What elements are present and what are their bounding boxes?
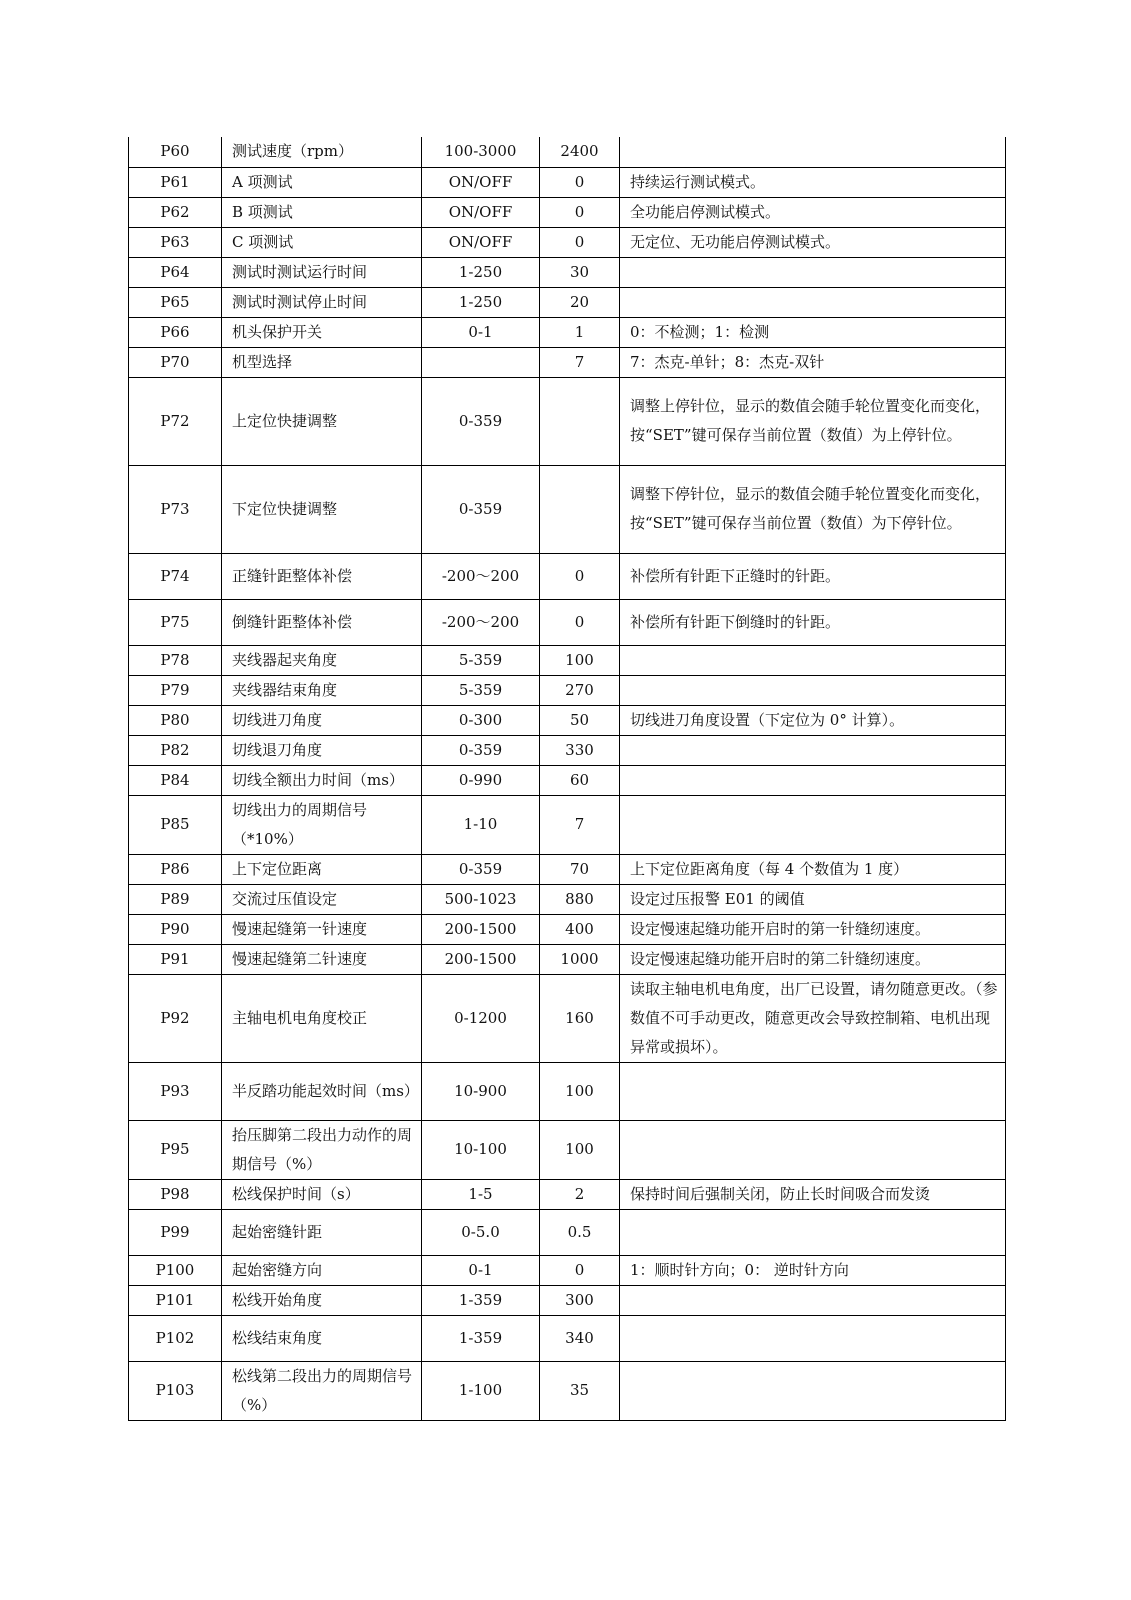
param-range-cell: ON/OFF xyxy=(422,227,540,257)
param-code-cell: P91 xyxy=(129,944,222,974)
param-code-cell: P74 xyxy=(129,553,222,599)
param-name-cell: 上下定位距离 xyxy=(222,854,422,884)
param-default-cell xyxy=(540,465,620,553)
param-description-cell: 调整上停针位，显示的数值会随手轮位置变化而变化，按“SET”键可保存当前位置（数值）为上停针位。 xyxy=(620,377,1006,465)
param-default-cell: 60 xyxy=(540,765,620,795)
param-code-cell: P82 xyxy=(129,735,222,765)
param-range-cell: ON/OFF xyxy=(422,197,540,227)
param-range-cell: 0-359 xyxy=(422,854,540,884)
param-range-cell: 100-3000 xyxy=(422,137,540,167)
param-range-cell: 10-900 xyxy=(422,1062,540,1120)
table-row xyxy=(129,317,1006,347)
param-range-cell: 1-359 xyxy=(422,1285,540,1315)
param-default-cell: 160 xyxy=(540,974,620,1062)
param-code-cell: P65 xyxy=(129,287,222,317)
param-name-cell: 倒缝针距整体补偿 xyxy=(222,599,422,645)
param-code-cell: P89 xyxy=(129,884,222,914)
param-description-cell: 设定慢速起缝功能开启时的第二针缝纫速度。 xyxy=(620,944,1006,974)
param-description-cell: 补偿所有针距下正缝时的针距。 xyxy=(620,553,1006,599)
param-code-cell: P99 xyxy=(129,1209,222,1255)
param-name-cell: 抬压脚第二段出力动作的周期信号（%） xyxy=(222,1120,422,1179)
param-range-cell: 0-359 xyxy=(422,465,540,553)
param-default-cell: 880 xyxy=(540,884,620,914)
param-range-cell: 0-1 xyxy=(422,1255,540,1285)
param-code-cell: P79 xyxy=(129,675,222,705)
table-row xyxy=(129,1255,1006,1285)
param-range-cell: 1-100 xyxy=(422,1361,540,1420)
param-description-cell xyxy=(620,645,1006,675)
table-row xyxy=(129,1120,1006,1179)
param-default-cell: 340 xyxy=(540,1315,620,1361)
param-name-cell: B 项测试 xyxy=(222,197,422,227)
param-code-cell: P61 xyxy=(129,167,222,197)
table-row xyxy=(129,257,1006,287)
param-code-cell: P100 xyxy=(129,1255,222,1285)
param-description-cell xyxy=(620,137,1006,167)
table-row xyxy=(129,854,1006,884)
param-name-cell: 切线全额出力时间（ms） xyxy=(222,765,422,795)
param-name-cell: 测试时测试运行时间 xyxy=(222,257,422,287)
param-range-cell: -200～200 xyxy=(422,599,540,645)
param-name-cell: 夹线器结束角度 xyxy=(222,675,422,705)
param-default-cell: 70 xyxy=(540,854,620,884)
param-description-cell: 保持时间后强制关闭，防止长时间吸合而发烫 xyxy=(620,1179,1006,1209)
param-code-cell: P85 xyxy=(129,795,222,854)
param-code-cell: P102 xyxy=(129,1315,222,1361)
param-description-cell xyxy=(620,795,1006,854)
param-code-cell: P103 xyxy=(129,1361,222,1420)
table-row xyxy=(129,974,1006,1062)
param-range-cell: 0-300 xyxy=(422,705,540,735)
param-name-cell: 慢速起缝第二针速度 xyxy=(222,944,422,974)
param-description-cell xyxy=(620,1361,1006,1420)
param-default-cell: 35 xyxy=(540,1361,620,1420)
param-name-cell: 主轴电机电角度校正 xyxy=(222,974,422,1062)
table-row xyxy=(129,735,1006,765)
param-default-cell: 30 xyxy=(540,257,620,287)
param-code-cell: P60 xyxy=(129,137,222,167)
param-description-cell: 7：杰克-单针；8：杰克-双针 xyxy=(620,347,1006,377)
param-description-cell: 上下定位距离角度（每 4 个数值为 1 度） xyxy=(620,854,1006,884)
param-range-cell: 10-100 xyxy=(422,1120,540,1179)
table-row xyxy=(129,287,1006,317)
param-range-cell: 1-5 xyxy=(422,1179,540,1209)
table-row xyxy=(129,227,1006,257)
param-default-cell: 2 xyxy=(540,1179,620,1209)
param-code-cell: P86 xyxy=(129,854,222,884)
param-description-cell: 设定过压报警 E01 的阈值 xyxy=(620,884,1006,914)
param-name-cell: 测试时测试停止时间 xyxy=(222,287,422,317)
param-default-cell: 100 xyxy=(540,1062,620,1120)
param-code-cell: P72 xyxy=(129,377,222,465)
param-default-cell: 270 xyxy=(540,675,620,705)
param-default-cell: 330 xyxy=(540,735,620,765)
param-description-cell: 无定位、无功能启停测试模式。 xyxy=(620,227,1006,257)
param-range-cell: 0-1200 xyxy=(422,974,540,1062)
param-code-cell: P70 xyxy=(129,347,222,377)
param-description-cell: 读取主轴电机电角度，出厂已设置，请勿随意更改。（参数值不可手动更改，随意更改会导致控制箱、电机出现异常或损坏）。 xyxy=(620,974,1006,1062)
param-code-cell: P92 xyxy=(129,974,222,1062)
param-description-cell xyxy=(620,1285,1006,1315)
table-row xyxy=(129,645,1006,675)
param-range-cell: 1-359 xyxy=(422,1315,540,1361)
param-range-cell: 0-359 xyxy=(422,377,540,465)
table-row xyxy=(129,197,1006,227)
param-range-cell xyxy=(422,347,540,377)
param-description-cell xyxy=(620,1209,1006,1255)
table-row xyxy=(129,1315,1006,1361)
param-description-cell: 设定慢速起缝功能开启时的第一针缝纫速度。 xyxy=(620,914,1006,944)
param-name-cell: 松线结束角度 xyxy=(222,1315,422,1361)
param-code-cell: P75 xyxy=(129,599,222,645)
param-name-cell: 机头保护开关 xyxy=(222,317,422,347)
param-default-cell xyxy=(540,377,620,465)
param-name-cell: 松线保护时间（s） xyxy=(222,1179,422,1209)
table-row xyxy=(129,944,1006,974)
param-description-cell xyxy=(620,765,1006,795)
parameter-table xyxy=(128,137,1006,1421)
param-name-cell: 上定位快捷调整 xyxy=(222,377,422,465)
param-name-cell: 半反踏功能起效时间（ms） xyxy=(222,1062,422,1120)
param-description-cell: 0：不检测；1：检测 xyxy=(620,317,1006,347)
table-row xyxy=(129,347,1006,377)
param-name-cell: 切线进刀角度 xyxy=(222,705,422,735)
param-range-cell: 1-10 xyxy=(422,795,540,854)
table-row xyxy=(129,465,1006,553)
param-range-cell: 200-1500 xyxy=(422,914,540,944)
param-code-cell: P78 xyxy=(129,645,222,675)
table-row xyxy=(129,914,1006,944)
param-code-cell: P66 xyxy=(129,317,222,347)
param-description-cell xyxy=(620,257,1006,287)
param-default-cell: 0 xyxy=(540,599,620,645)
table-row xyxy=(129,1361,1006,1420)
table-row xyxy=(129,675,1006,705)
param-range-cell: 500-1023 xyxy=(422,884,540,914)
param-range-cell: 5-359 xyxy=(422,645,540,675)
param-default-cell: 2400 xyxy=(540,137,620,167)
param-description-cell: 持续运行测试模式。 xyxy=(620,167,1006,197)
param-default-cell: 7 xyxy=(540,795,620,854)
param-code-cell: P62 xyxy=(129,197,222,227)
param-range-cell: 0-990 xyxy=(422,765,540,795)
param-code-cell: P84 xyxy=(129,765,222,795)
param-range-cell: 0-5.0 xyxy=(422,1209,540,1255)
param-description-cell: 切线进刀角度设置（下定位为 0° 计算）。 xyxy=(620,705,1006,735)
param-name-cell: 松线开始角度 xyxy=(222,1285,422,1315)
table-row xyxy=(129,377,1006,465)
param-description-cell xyxy=(620,1062,1006,1120)
param-default-cell: 0 xyxy=(540,553,620,599)
table-row xyxy=(129,1179,1006,1209)
param-range-cell: 1-250 xyxy=(422,287,540,317)
param-name-cell: 夹线器起夹角度 xyxy=(222,645,422,675)
table-row xyxy=(129,795,1006,854)
param-default-cell: 20 xyxy=(540,287,620,317)
param-default-cell: 0.5 xyxy=(540,1209,620,1255)
param-description-cell xyxy=(620,287,1006,317)
param-name-cell: A 项测试 xyxy=(222,167,422,197)
param-default-cell: 300 xyxy=(540,1285,620,1315)
param-name-cell: 正缝针距整体补偿 xyxy=(222,553,422,599)
param-description-cell: 全功能启停测试模式。 xyxy=(620,197,1006,227)
table-row xyxy=(129,137,1006,167)
param-description-cell xyxy=(620,675,1006,705)
param-code-cell: P80 xyxy=(129,705,222,735)
param-description-cell: 调整下停针位，显示的数值会随手轮位置变化而变化，按“SET”键可保存当前位置（数值）为下停针位。 xyxy=(620,465,1006,553)
param-name-cell: 机型选择 xyxy=(222,347,422,377)
table-row xyxy=(129,1285,1006,1315)
param-name-cell: 起始密缝针距 xyxy=(222,1209,422,1255)
param-code-cell: P73 xyxy=(129,465,222,553)
param-range-cell: -200～200 xyxy=(422,553,540,599)
param-code-cell: P90 xyxy=(129,914,222,944)
param-default-cell: 0 xyxy=(540,227,620,257)
param-default-cell: 1 xyxy=(540,317,620,347)
param-name-cell: C 项测试 xyxy=(222,227,422,257)
table-row xyxy=(129,765,1006,795)
param-name-cell: 交流过压值设定 xyxy=(222,884,422,914)
param-default-cell: 100 xyxy=(540,645,620,675)
table-row xyxy=(129,167,1006,197)
param-description-cell xyxy=(620,1120,1006,1179)
param-name-cell: 测试速度（rpm） xyxy=(222,137,422,167)
param-range-cell: 1-250 xyxy=(422,257,540,287)
param-code-cell: P101 xyxy=(129,1285,222,1315)
param-name-cell: 切线出力的周期信号（*10%） xyxy=(222,795,422,854)
table-row xyxy=(129,884,1006,914)
parameter-table-body xyxy=(129,137,1006,1420)
param-name-cell: 切线退刀角度 xyxy=(222,735,422,765)
table-row xyxy=(129,705,1006,735)
table-row xyxy=(129,1062,1006,1120)
param-range-cell: 0-1 xyxy=(422,317,540,347)
param-code-cell: P93 xyxy=(129,1062,222,1120)
table-row xyxy=(129,553,1006,599)
param-code-cell: P95 xyxy=(129,1120,222,1179)
param-name-cell: 松线第二段出力的周期信号（%） xyxy=(222,1361,422,1420)
param-default-cell: 0 xyxy=(540,167,620,197)
param-default-cell: 100 xyxy=(540,1120,620,1179)
param-range-cell: ON/OFF xyxy=(422,167,540,197)
param-name-cell: 慢速起缝第一针速度 xyxy=(222,914,422,944)
param-default-cell: 7 xyxy=(540,347,620,377)
param-range-cell: 200-1500 xyxy=(422,944,540,974)
param-range-cell: 5-359 xyxy=(422,675,540,705)
param-description-cell: 1：顺时针方向；0： 逆时针方向 xyxy=(620,1255,1006,1285)
table-row xyxy=(129,599,1006,645)
param-description-cell xyxy=(620,1315,1006,1361)
param-default-cell: 1000 xyxy=(540,944,620,974)
table-row xyxy=(129,1209,1006,1255)
param-name-cell: 起始密缝方向 xyxy=(222,1255,422,1285)
param-default-cell: 0 xyxy=(540,197,620,227)
param-name-cell: 下定位快捷调整 xyxy=(222,465,422,553)
param-description-cell xyxy=(620,735,1006,765)
param-code-cell: P98 xyxy=(129,1179,222,1209)
param-code-cell: P63 xyxy=(129,227,222,257)
param-range-cell: 0-359 xyxy=(422,735,540,765)
param-description-cell: 补偿所有针距下倒缝时的针距。 xyxy=(620,599,1006,645)
param-default-cell: 400 xyxy=(540,914,620,944)
param-default-cell: 50 xyxy=(540,705,620,735)
param-default-cell: 0 xyxy=(540,1255,620,1285)
param-code-cell: P64 xyxy=(129,257,222,287)
